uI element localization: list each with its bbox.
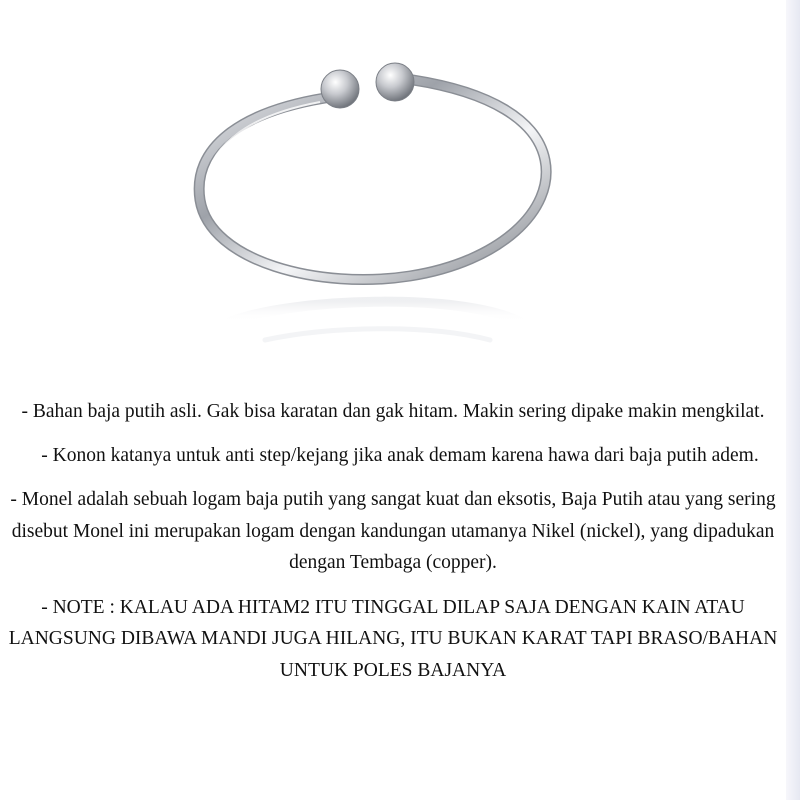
right-edge-shade	[786, 0, 800, 800]
silver-bangle-bracelet-photo	[170, 40, 590, 400]
description-paragraph-monel: - Monel adalah sebuah logam baja putih yang sangat kuat dan eksotis, Baja Putih atau yang sering disebut Monel ini merupakan logam dengan kandungan utamanya Nikel (nickel), yang dipadukan dengan Tembaga (copper).	[10, 489, 776, 573]
description-paragraph-note: - NOTE : KALAU ADA HITAM2 ITU TINGGAL DILAP SAJA DENGAN KAIN ATAU LANGSUNG DIBAWA MANDI JUGA HILANG, ITU BUKAN KARAT TAPI BRASO/BAHAN UNTUK POLES BAJANYA	[8, 596, 778, 681]
description-paragraph-material: - Bahan baja putih asli. Gak bisa karatan dan gak hitam. Makin sering dipake makin mengkilat.	[21, 401, 765, 422]
product-description	[0, 392, 786, 686]
description-paragraph-benefit: - Konon katanya untuk anti step/kejang jika anak demam karena hawa dari baja putih adem.	[41, 444, 759, 466]
